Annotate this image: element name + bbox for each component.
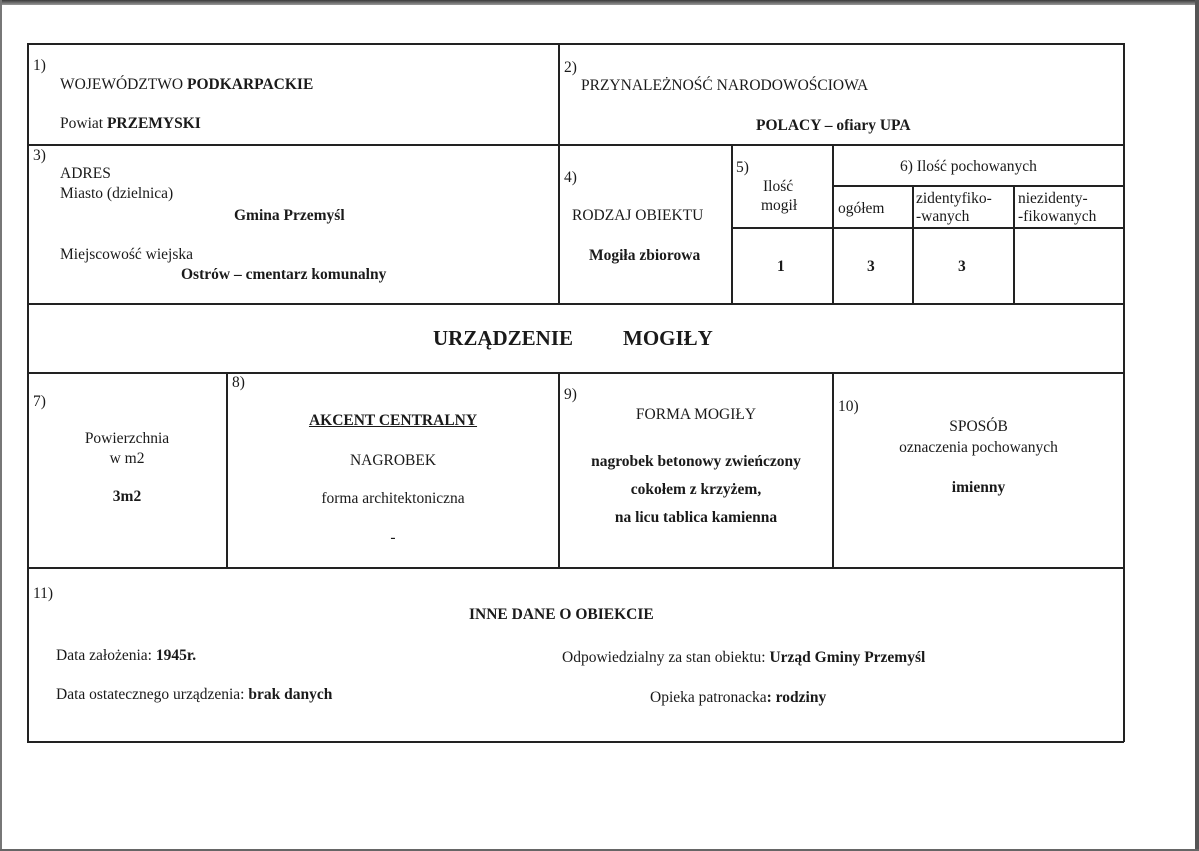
responsible-label: Odpowiedzialny za stan obiektu: [562,649,770,666]
powiat-value: PRZEMYSKI [106,115,201,132]
grid-line [1013,185,1015,304]
grave-form-line: nagrobek betonowy zwieńczony [591,453,801,470]
nationality-label: PRZYNALEŻNOŚĆ NARODOWOŚCIOWA [581,77,869,94]
founding-date-field [56,646,196,666]
voivodeship-field [60,75,313,95]
cell-number: 8) [232,374,245,391]
grid-line [27,144,1124,146]
grid-line [27,303,1124,305]
voivodeship-value: PODKARPACKIE [186,76,314,93]
grid-line [912,185,914,304]
grid-line [1123,43,1125,742]
powiat-field [60,114,201,134]
grid-line [832,372,834,568]
address-label: ADRES [60,165,111,182]
buried-total-value: 3 [867,258,875,275]
village-value: Ostrów – cmentarz komunalny [181,266,387,283]
buried-unidentified-header: -fikowanych [1018,208,1097,225]
area-label: w m2 [109,450,145,467]
grid-line [731,144,733,304]
buried-title: 6) Ilość pochowanych [900,158,1037,175]
object-type-value: Mogiła zbiorowa [589,247,701,264]
cell-number: 2) [564,59,577,76]
buried-identified-header: -wanych [916,208,970,225]
cell-number: 9) [564,386,577,403]
marking-title: SPOSÓB [949,418,1008,435]
patronage-label: Opieka patronacka [650,689,767,706]
marking-value: imienny [951,479,1006,496]
grave-form-line: na licu tablica kamienna [614,509,778,526]
object-type-label: RODZAJ OBIEKTU [572,207,704,224]
cell-number: 7) [33,393,46,410]
buried-unidentified-header: niezidenty- [1018,190,1088,207]
scan-edge-right [1195,0,1199,851]
section-title-word: URZĄDZENIE [433,326,574,350]
marking-subtitle: oznaczenia pochowanych [899,439,1058,456]
grid-line [27,43,29,742]
section-title-word: MOGIŁY [623,326,713,350]
responsible-field [562,648,925,668]
voivodeship-label: WOJEWÓDZTWO [60,76,187,93]
powiat-label: Powiat [60,115,107,132]
cell-number: 4) [564,169,577,186]
responsible-value: Urząd Gminy Przemyśl [769,649,926,666]
final-arrangement-field [56,685,332,705]
founding-date-value: 1945r. [155,647,197,664]
grid-line [832,144,834,304]
cell-number: 5) [736,159,749,176]
village-label: Miejscowość wiejska [60,246,194,263]
grid-line [731,227,1124,229]
city-label: Miasto (dzielnica) [60,185,174,202]
other-data-title: INNE DANE O OBIEKCIE [469,606,654,623]
grave-count-value: 1 [777,258,785,275]
cell-number: 1) [33,57,46,74]
grave-form-line: cokołem z krzyżem, [630,481,762,498]
grid-line [27,741,1124,743]
central-accent-line: - [390,529,396,546]
scan-edge-top [0,0,1199,5]
area-label: Powierzchnia [84,430,170,447]
central-accent-title: AKCENT CENTRALNY [308,412,478,429]
grid-line [832,185,1124,187]
city-value: Gmina Przemyśl [234,207,345,224]
grid-line [27,372,1124,374]
scan-edge-left [0,0,2,851]
grid-line [27,43,1124,45]
area-value: 3m2 [112,488,142,505]
nationality-value: POLACY – ofiary UPA [756,117,911,134]
grave-count-label: mogił [761,197,798,214]
buried-identified-value: 3 [958,258,966,275]
grid-line [558,43,560,304]
grave-form-title: FORMA MOGIŁY [635,406,757,423]
patronage-value: : rodziny [766,689,827,706]
cell-number: 10) [838,398,859,415]
founding-date-label: Data założenia: [56,647,156,664]
patronage-field [650,688,826,708]
final-arrangement-label: Data ostatecznego urządzenia: [56,686,249,703]
grave-count-label: Ilość [763,178,794,195]
cell-number: 3) [33,147,46,164]
buried-identified-header: zidentyfiko- [916,190,992,207]
central-accent-line: NAGROBEK [349,452,437,469]
grid-line [27,567,1124,569]
buried-total-header: ogółem [838,200,885,217]
final-arrangement-value: brak danych [248,686,333,703]
central-accent-line: forma architektoniczna [321,490,465,507]
cell-number: 11) [33,585,54,602]
